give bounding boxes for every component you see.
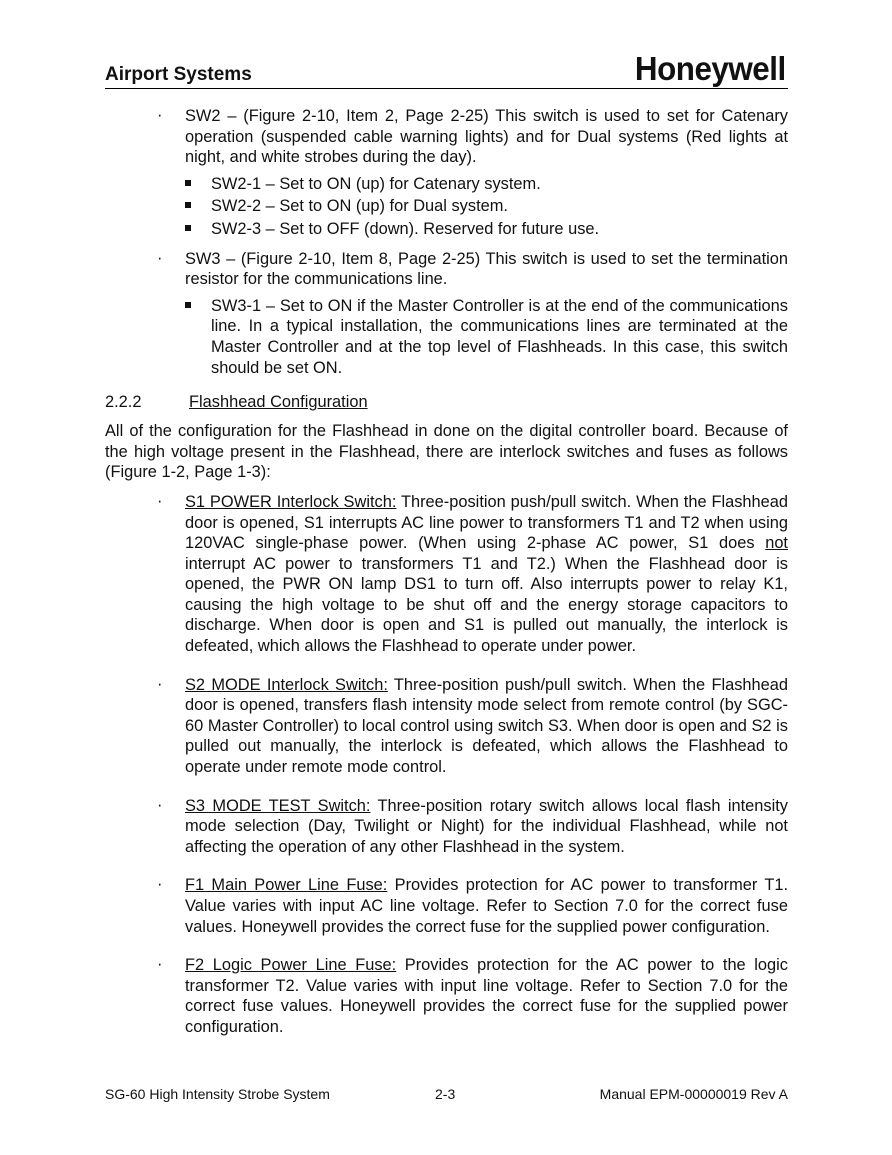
f2-item — [105, 955, 788, 1037]
s3-text: Three-position rotary switch allows local flash intensity mode selection (Day, Twilight or Night) for the individual Flashhead, while not affecting the operation of any other Flashhead in the system. — [185, 796, 788, 856]
square-bullet-icon — [185, 225, 191, 231]
f1-label: F1 Main Power Line Fuse: — [185, 876, 388, 895]
s1-not: not — [765, 534, 788, 553]
sw3-item — [105, 249, 788, 290]
sw2-1-item — [105, 174, 788, 195]
footer-manual-number: Manual EPM-00000019 Rev A — [599, 1086, 788, 1102]
s1-text-2: interrupt AC power to transformers T1 and T2.) When the Flashhead door is opened, the PWR ON lamp DS1 to turn off. Also interrupts power to relay K1, causing the high voltage to be shut off and the energy storage capacitors to discharge. When door is open and S1 is pulled out manually, the interlock is defeated, which allows the Flashhead to operate under power. — [185, 554, 788, 656]
sw2-2-text: SW2-2 – Set to ON (up) for Dual system. — [211, 197, 508, 216]
section-title: Flashhead Configuration — [189, 393, 368, 412]
f2-label: F2 Logic Power Line Fuse: — [185, 956, 397, 975]
bullet: · — [157, 248, 163, 267]
f1-item — [105, 875, 788, 937]
bullet: · — [157, 795, 163, 814]
f2-text: Provides protection for the AC power to the logic transformer T2. Value varies with input line voltage. Refer to Section 7.0 for the correct fuse values. Honeywell provides the correct fuse for the supplied power configuration. — [185, 956, 788, 1036]
square-bullet-icon — [185, 202, 191, 208]
s2-item — [105, 675, 788, 778]
header-title: Airport Systems — [105, 64, 252, 85]
s1-item — [105, 492, 788, 657]
square-bullet-icon — [185, 302, 191, 308]
honeywell-logo: Honeywell — [635, 50, 786, 87]
page-content — [105, 106, 788, 1038]
sw3-text: SW3 – (Figure 2-10, Item 8, Page 2-25) This switch is used to set the termination resistor for the communications line. — [185, 249, 788, 289]
intro-paragraph: All of the configuration for the Flashhead in done on the digital controller board. Because of the high voltage present in the Flashhead, there are interlock switches and fuses as follows (Figure 1-2, Page 1-3): — [105, 422, 788, 482]
s2-label: S2 MODE Interlock Switch: — [185, 675, 388, 694]
sw2-1-text: SW2-1 – Set to ON (up) for Catenary system. — [211, 174, 541, 193]
bullet: · — [157, 955, 163, 974]
square-bullet-icon — [185, 180, 191, 186]
sw2-2-item — [105, 196, 788, 217]
sw2-3-item — [105, 219, 788, 240]
s2-text: Three-position push/pull switch. When the Flashhead door is opened, transfers flash intensity mode select from remote control (by SGC-60 Master Controller) to local control using switch S3. When door is open and S2 is pulled out manually, the interlock is defeated, which allows the Flashhead to operate under remote mode control. — [185, 675, 788, 777]
sw3-1-text: SW3-1 – Set to ON if the Master Controller is at the end of the communications line. In a typical installation, the communications lines are terminated at the Master Controller and at the top level of Flashheads. In this case, this switch should be set ON. — [211, 296, 788, 377]
sw2-text: SW2 – (Figure 2-10, Item 2, Page 2-25) This switch is used to set for Catenary operation (suspended cable warning lights) and for Dual systems (Red lights at night, and white strobes during the day). — [185, 107, 788, 167]
footer-page-number: 2-3 — [435, 1086, 456, 1102]
s3-label: S3 MODE TEST Switch: — [185, 796, 371, 815]
bullet: · — [157, 875, 163, 894]
section-heading — [105, 392, 788, 413]
section-number: 2.2.2 — [105, 393, 142, 412]
sw2-3-text: SW2-3 – Set to OFF (down). Reserved for future use. — [211, 219, 600, 238]
sw3-1-item — [105, 296, 788, 378]
s3-item — [105, 796, 788, 858]
bullet: · — [157, 491, 163, 510]
bullet: · — [157, 674, 163, 693]
f1-text: Provides protection for AC power to transformer T1. Value varies with input AC line voltage. Refer to Section 7.0 for the correct fuse values. Honeywell provides the correct fuse for the supplied power configuration. — [185, 876, 789, 936]
s1-label: S1 POWER Interlock Switch: — [185, 492, 397, 511]
s1-text-1: Three-position push/pull switch. When the Flashhead door is opened, S1 interrupts AC line power to transformers T1 and T2 when using 120VAC single-phase power. (When using 2-phase AC power, S1 does — [185, 492, 788, 553]
footer-document-title: SG-60 High Intensity Strobe System — [105, 1086, 330, 1102]
page-header — [105, 50, 788, 92]
sw2-item — [105, 106, 788, 168]
bullet: · — [157, 106, 163, 124]
header-rule — [105, 88, 788, 89]
